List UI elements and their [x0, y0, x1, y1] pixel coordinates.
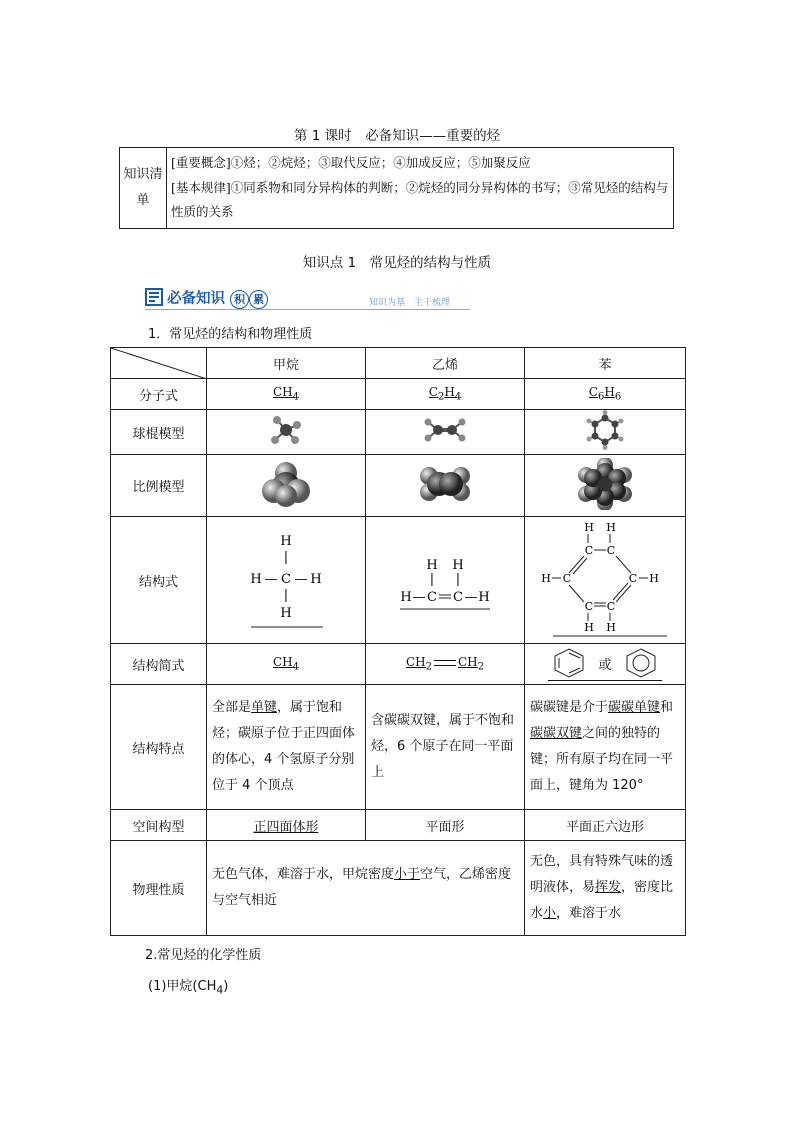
svg-text:C: C: [584, 544, 594, 557]
methane-simplified: $CH_4$: [207, 644, 366, 685]
svg-text:H: H: [280, 606, 292, 621]
subsection-1: 1．常见烃的结构和物理性质: [148, 327, 313, 342]
methane-structural: [207, 517, 366, 644]
ethylene-structural: [366, 517, 525, 644]
benzene-features: 碳碳键是介于碳碳单键和碳碳双键之间的独特的键；所有原子均在同一平面上，键角为 120°: [525, 685, 686, 810]
basic-rules: [基本规律]①同系物和同分异构体的判断；②烷烃的同分异构体的书写；③常见烃的结构与性质的关系: [171, 179, 669, 219]
svg-text:|: |: [283, 550, 289, 565]
col-ethylene: 乙烯: [366, 348, 525, 379]
svg-text:C: C: [427, 590, 437, 605]
hydrocarbon-table: [110, 347, 686, 936]
methane-geometry: 正四面体形: [207, 810, 366, 841]
svg-text:H: H: [584, 521, 594, 534]
col-benzene: 苯: [525, 348, 686, 379]
row-label-features: 结构特点: [111, 685, 207, 810]
svg-text:—: —: [264, 572, 278, 587]
benzene-space-fill: [525, 455, 686, 517]
banner-badge-1: 积: [230, 290, 249, 309]
svg-text:H: H: [478, 590, 490, 605]
row-label-physical: 物理性质: [111, 841, 207, 936]
section-title: 知识点 1 常见烃的结构与性质: [302, 255, 492, 271]
subsection-2: 2.常见烃的化学性质: [145, 948, 262, 963]
svg-text:H: H: [606, 621, 616, 634]
svg-text:H: H: [250, 572, 262, 587]
diagonal-line: [111, 348, 207, 379]
benzene-formula: $C_6H_6$: [525, 379, 686, 410]
book-icon: [145, 288, 163, 306]
methane-space-fill-model: [258, 459, 314, 509]
methane-structural-formula: [211, 517, 361, 639]
ethylene-ball-stick-model: [420, 415, 470, 445]
row-label-formula: 分子式: [111, 379, 207, 410]
benzene-ball-stick: [525, 410, 686, 455]
corner-cell: [111, 348, 207, 379]
ethylene-space-fill: [366, 455, 525, 517]
aromatic-benzene-icon: [622, 647, 660, 679]
svg-text:C: C: [453, 590, 463, 605]
row-label-geometry: 空间构型: [111, 810, 207, 841]
row-label-ball-stick: 球棍模型: [111, 410, 207, 455]
benzene-structural-formula: [529, 517, 681, 639]
benzene-physical: 无色，具有特殊气味的透明液体，易挥发，密度比水小，难溶于水: [525, 841, 686, 936]
benzene-space-fill-model: [577, 458, 633, 510]
important-concepts: [重要概念]①烃；②烷烃；③取代反应；④加成反应；⑤加聚反应: [171, 155, 531, 170]
methane-formula: $CH_4$: [207, 379, 366, 410]
row-label-simplified: 结构简式: [111, 644, 207, 685]
ethylene-formula: $C_2H_4$: [366, 379, 525, 410]
svg-text:C: C: [281, 572, 291, 587]
svg-text:—: —: [294, 572, 308, 587]
methane-ball-stick: [207, 410, 366, 455]
svg-text:H: H: [310, 572, 322, 587]
svg-text:—: —: [412, 590, 426, 605]
ethylene-geometry: 平面形: [366, 810, 525, 841]
svg-text:H: H: [606, 521, 616, 534]
svg-text:H: H: [541, 572, 551, 585]
svg-text:C: C: [606, 544, 616, 557]
methane-ball-stick-model: [261, 412, 311, 448]
subsection-3: (1)甲烷$(CH_4)$: [148, 979, 229, 997]
svg-text:H: H: [452, 558, 464, 573]
benzene-simplified: [525, 644, 686, 685]
banner-title: 必备知识 积 累: [167, 287, 268, 309]
banner-subtitle: 知识为基 主干梳理: [369, 298, 451, 308]
knowledge-list-table: [119, 147, 674, 229]
svg-text:|: |: [283, 588, 289, 603]
methane-features: 全部是单键，属于饱和烃；碳原子位于正四面体的体心，4 个氢原子分别位于 4 个顶点: [207, 685, 366, 810]
svg-text:|: |: [429, 572, 435, 587]
svg-text:C: C: [628, 572, 638, 585]
ethylene-ball-stick: [366, 410, 525, 455]
ethylene-features: 含碳碳双键，属于不饱和烃，6 个原子在同一平面上: [366, 685, 525, 810]
col-methane: 甲烷: [207, 348, 366, 379]
benzene-ball-stick-model: [583, 410, 627, 450]
svg-text:H: H: [400, 590, 412, 605]
svg-text:H: H: [280, 534, 292, 549]
or-text: 或: [598, 657, 612, 673]
row-label-structural: 结构式: [111, 517, 207, 644]
ethylene-space-fill-model: [417, 464, 473, 504]
svg-text:C: C: [584, 600, 594, 613]
svg-text:|: |: [455, 572, 461, 587]
svg-text:—: —: [464, 590, 478, 605]
methane-ethylene-physical: 无色气体，难溶于水，甲烷密度小于空气，乙烯密度与空气相近: [207, 841, 525, 936]
benzene-structural: [525, 517, 686, 644]
ethylene-structural-formula: [370, 517, 520, 639]
banner-badge-2: 累: [249, 290, 268, 309]
methane-space-fill: [207, 455, 366, 517]
svg-text:C: C: [562, 572, 572, 585]
knowledge-list-label: 知识清单: [120, 148, 167, 229]
kekule-benzene-icon: [550, 647, 588, 679]
svg-text:H: H: [649, 572, 659, 585]
svg-text:C: C: [606, 600, 616, 613]
page-title: 第 1 课时 必备知识——重要的烃: [293, 128, 501, 144]
svg-text:H: H: [584, 621, 594, 634]
benzene-geometry: 平面正六边形: [525, 810, 686, 841]
banner: [145, 287, 470, 310]
svg-text:H: H: [426, 558, 438, 573]
ethylene-simplified: $CH_2$ $CH_2$: [366, 644, 525, 685]
row-label-space-fill: 比例模型: [111, 455, 207, 517]
knowledge-list-content: [167, 148, 674, 229]
